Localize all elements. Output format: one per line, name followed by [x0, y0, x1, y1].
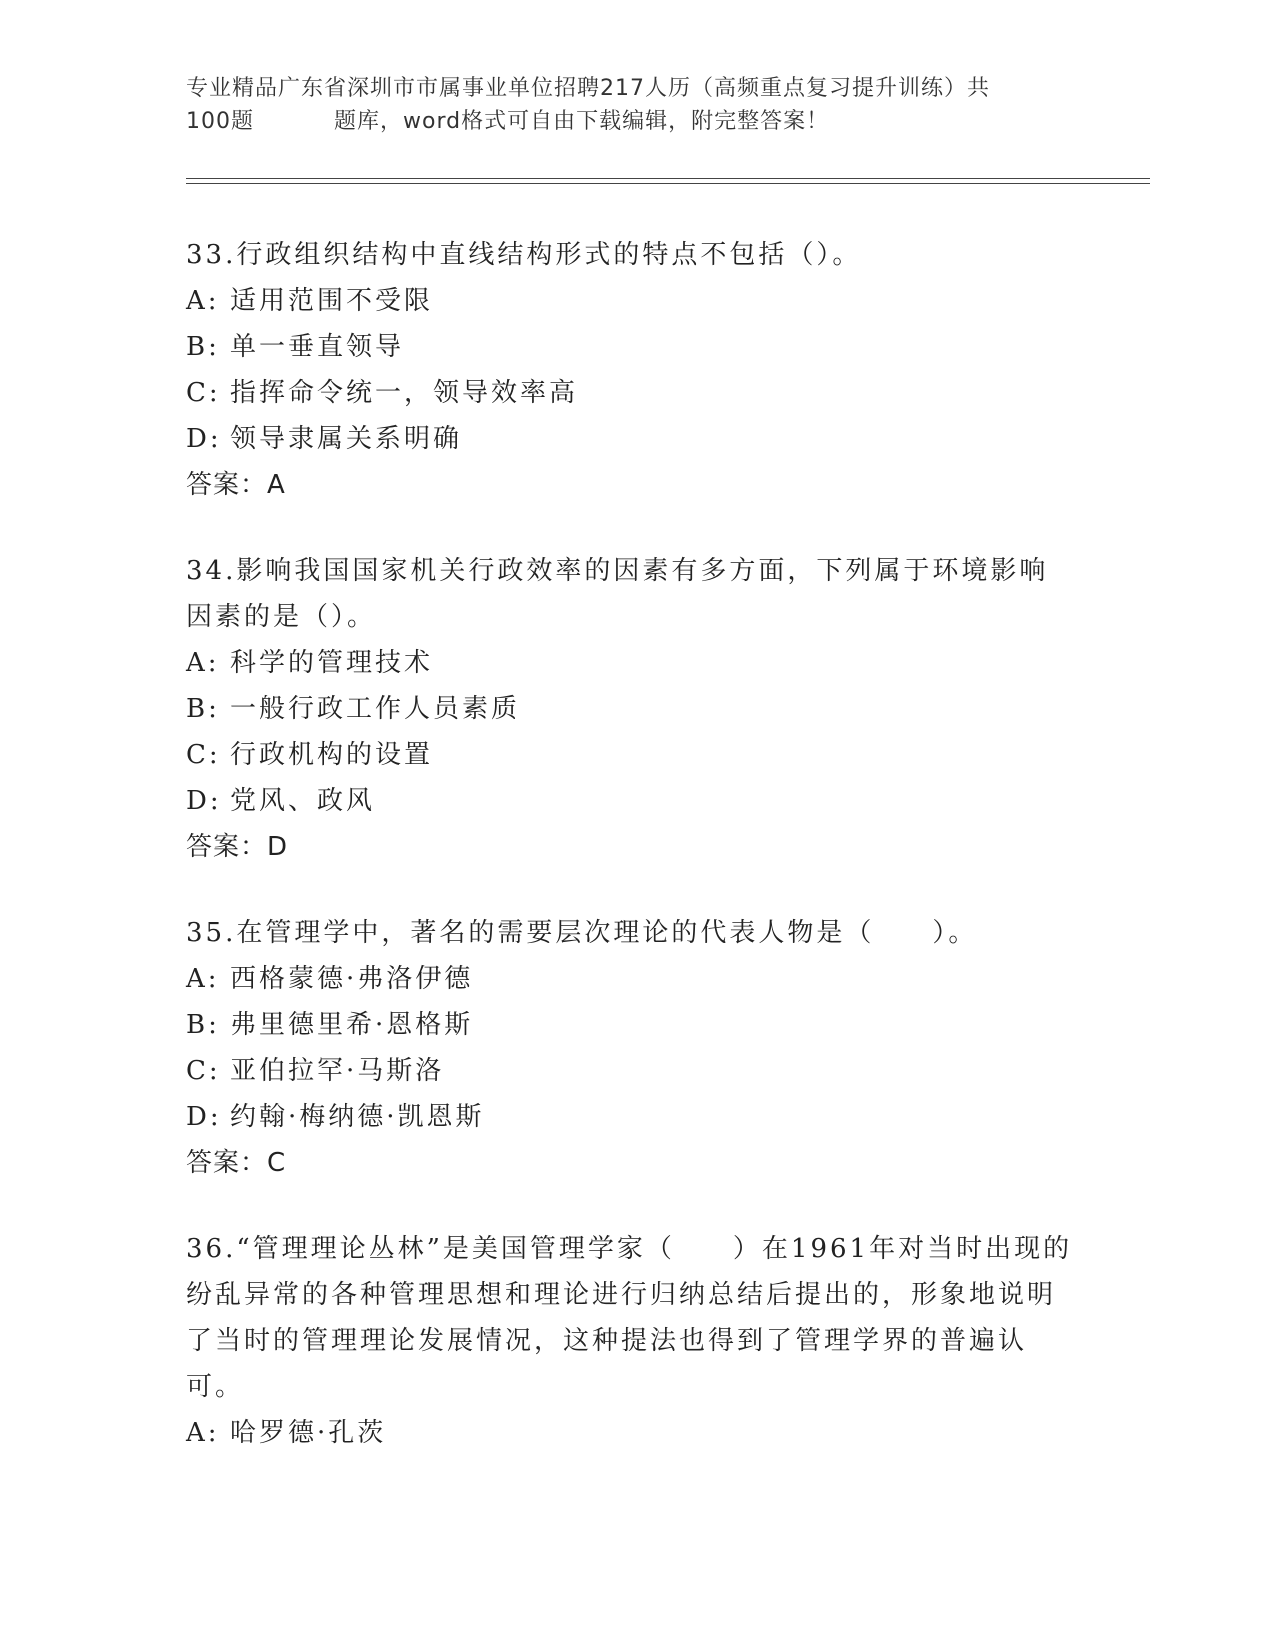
option-letter: A: [186, 286, 220, 316]
header-title-note: 题库，word格式可自由下载编辑，附完整答案！ [334, 109, 830, 134]
option-c [186, 1048, 1076, 1094]
option-text: 指挥命令统一，领导效率高 [230, 378, 579, 408]
option-text: 一般行政工作人员素质 [230, 694, 521, 724]
option-letter: C: [186, 740, 221, 770]
question-33 [186, 232, 1076, 508]
option-c [186, 370, 1076, 416]
question-text: 34.影响我国国家机关行政效率的因素有多方面，下列属于环境影响因素的是（）。 [186, 556, 1049, 632]
option-b [186, 686, 1076, 732]
option-text: 单一垂直领导 [230, 332, 405, 362]
option-text: 弗里德里希·恩格斯 [230, 1010, 474, 1040]
option-a [186, 278, 1076, 324]
option-d [186, 778, 1076, 824]
question-36 [186, 1226, 1076, 1456]
option-text: 西格蒙德·弗洛伊德 [230, 964, 474, 994]
option-text: 行政机构的设置 [230, 740, 434, 770]
option-b [186, 324, 1076, 370]
option-letter: A: [186, 964, 220, 994]
option-letter: A: [186, 648, 220, 678]
header-divider-top [186, 178, 1150, 179]
header-title-line2 [186, 105, 1086, 138]
header-title-line1: 专业精品广东省深圳市市属事业单位招聘217人历（高频重点复习提升训练）共 [186, 76, 990, 101]
option-d [186, 1094, 1076, 1140]
option-text: 约翰·梅纳德·凯恩斯 [230, 1102, 485, 1132]
option-letter: A: [186, 1418, 220, 1448]
option-text: 适用范围不受限 [230, 286, 434, 316]
option-b [186, 1002, 1076, 1048]
question-list [186, 232, 1076, 1496]
option-text: 亚伯拉罕·马斯洛 [230, 1056, 445, 1086]
option-letter: B: [186, 1010, 220, 1040]
question-text: 33.行政组织结构中直线结构形式的特点不包括（）。 [186, 240, 862, 270]
option-a [186, 640, 1076, 686]
option-letter: B: [186, 332, 220, 362]
answer-line: 答案：A [186, 470, 286, 500]
option-d [186, 416, 1076, 462]
option-letter: C: [186, 1056, 221, 1086]
option-a [186, 956, 1076, 1002]
header-divider-bottom [186, 183, 1150, 184]
question-35 [186, 910, 1076, 1186]
option-c [186, 732, 1076, 778]
option-text: 科学的管理技术 [230, 648, 434, 678]
question-text: 35.在管理学中，著名的需要层次理论的代表人物是（ ）。 [186, 918, 978, 948]
option-letter: D: [186, 424, 222, 454]
document-header [186, 72, 1086, 138]
option-letter: D: [186, 786, 222, 816]
option-letter: B: [186, 694, 220, 724]
question-text: 36.“管理理论丛林”是美国管理学家（ ）在1961年对当时出现的纷乱异常的各种管理思想和理论进行归纳总结后提出的，形象地说明了当时的管理理论发展情况，这种提法也得到了管理学界的普遍认可。 [186, 1234, 1073, 1402]
answer-line: 答案：C [186, 1148, 287, 1178]
option-letter: D: [186, 1102, 222, 1132]
option-text: 党风、政风 [230, 786, 376, 816]
option-text: 领导隶属关系明确 [230, 424, 463, 454]
option-letter: C: [186, 378, 221, 408]
option-text: 哈罗德·孔茨 [230, 1418, 387, 1448]
answer-line: 答案：D [186, 832, 289, 862]
header-title-count: 100题 [186, 109, 254, 134]
option-a [186, 1410, 1076, 1456]
question-34 [186, 548, 1076, 870]
